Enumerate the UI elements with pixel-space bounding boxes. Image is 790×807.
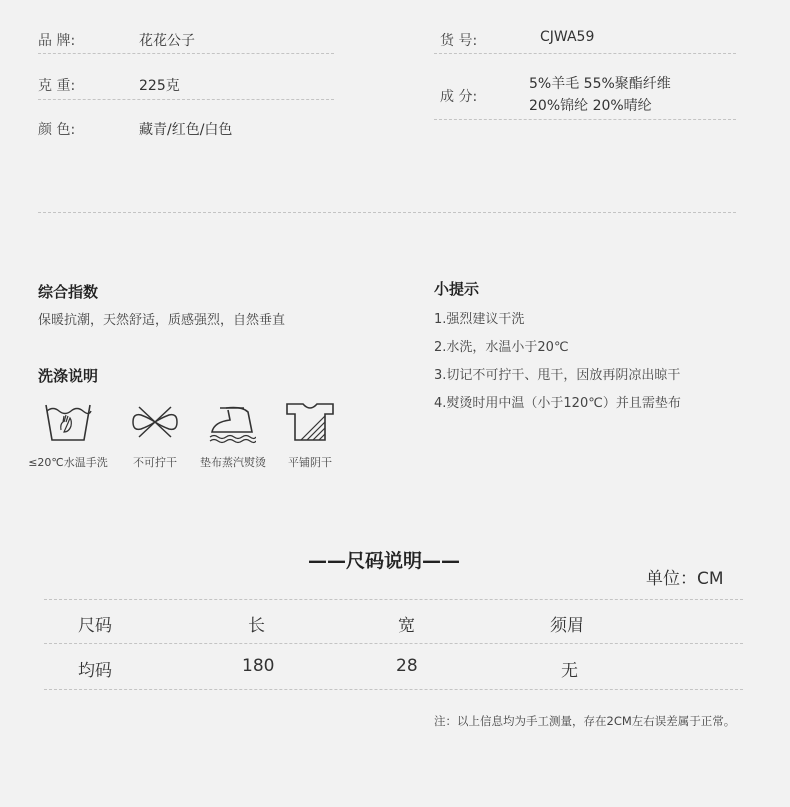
composition-line-2: 20%锦纶 20%晴纶	[529, 98, 652, 114]
tip-item: 1.强烈建议干洗	[434, 312, 525, 327]
brand-value: 花花公子	[139, 33, 195, 49]
divider	[38, 99, 334, 100]
color-label: 颜 色:	[38, 122, 76, 138]
cell-size: 均码	[78, 661, 112, 681]
measurement-note: 注：以上信息均为手工测量，存在2CM左右误差属于正常。	[434, 714, 736, 728]
header-length: 长	[248, 616, 265, 636]
steam-iron-with-cloth-icon	[208, 402, 256, 444]
do-not-wring-icon	[129, 405, 181, 439]
washing-title: 洗涤说明	[38, 367, 99, 385]
table-divider	[44, 599, 743, 600]
header-beard: 须眉	[550, 616, 584, 636]
section-divider	[38, 212, 736, 213]
table-divider	[44, 689, 743, 690]
divider	[434, 53, 736, 54]
header-size: 尺码	[78, 616, 112, 636]
tip-item: 3.切记不可拧干、甩干，因放再阴凉出晾干	[434, 368, 681, 383]
composition-label: 成 分:	[440, 89, 478, 105]
brand-label: 品 牌:	[38, 33, 76, 49]
color-value: 藏青/红色/白色	[139, 122, 233, 138]
item-no-value: CJWA59	[540, 29, 595, 45]
care-caption: 平铺阴干	[288, 456, 332, 469]
tips-title: 小提示	[434, 280, 480, 298]
tip-item: 2.水洗，水温小于20℃	[434, 340, 569, 355]
hand-wash-20c-icon	[44, 402, 92, 442]
composition-line-1: 5%羊毛 55%聚酯纤维	[529, 76, 671, 92]
care-caption: 不可拧干	[133, 456, 177, 469]
index-title: 综合指数	[38, 283, 99, 301]
table-divider	[44, 643, 743, 644]
item-no-label: 货 号:	[440, 33, 478, 49]
care-caption: 垫布蒸汽熨烫	[200, 456, 266, 469]
dry-flat-in-shade-icon	[285, 402, 335, 442]
tip-item: 4.熨烫时用中温（小于120℃）并且需垫布	[434, 396, 681, 411]
cell-beard: 无	[561, 661, 578, 681]
divider	[38, 53, 334, 54]
care-caption: ≤20℃水温手洗	[28, 456, 108, 469]
cell-length: 180	[242, 656, 275, 676]
size-title: ——尺码说明——	[308, 550, 461, 572]
divider	[434, 119, 736, 120]
cell-width: 28	[396, 656, 418, 676]
weight-value: 225克	[139, 78, 180, 94]
index-text: 保暖抗潮，天然舒适，质感强烈，自然垂直	[38, 313, 286, 328]
header-width: 宽	[398, 616, 415, 636]
weight-label: 克 重:	[38, 78, 76, 94]
size-unit: 单位：CM	[646, 569, 724, 589]
